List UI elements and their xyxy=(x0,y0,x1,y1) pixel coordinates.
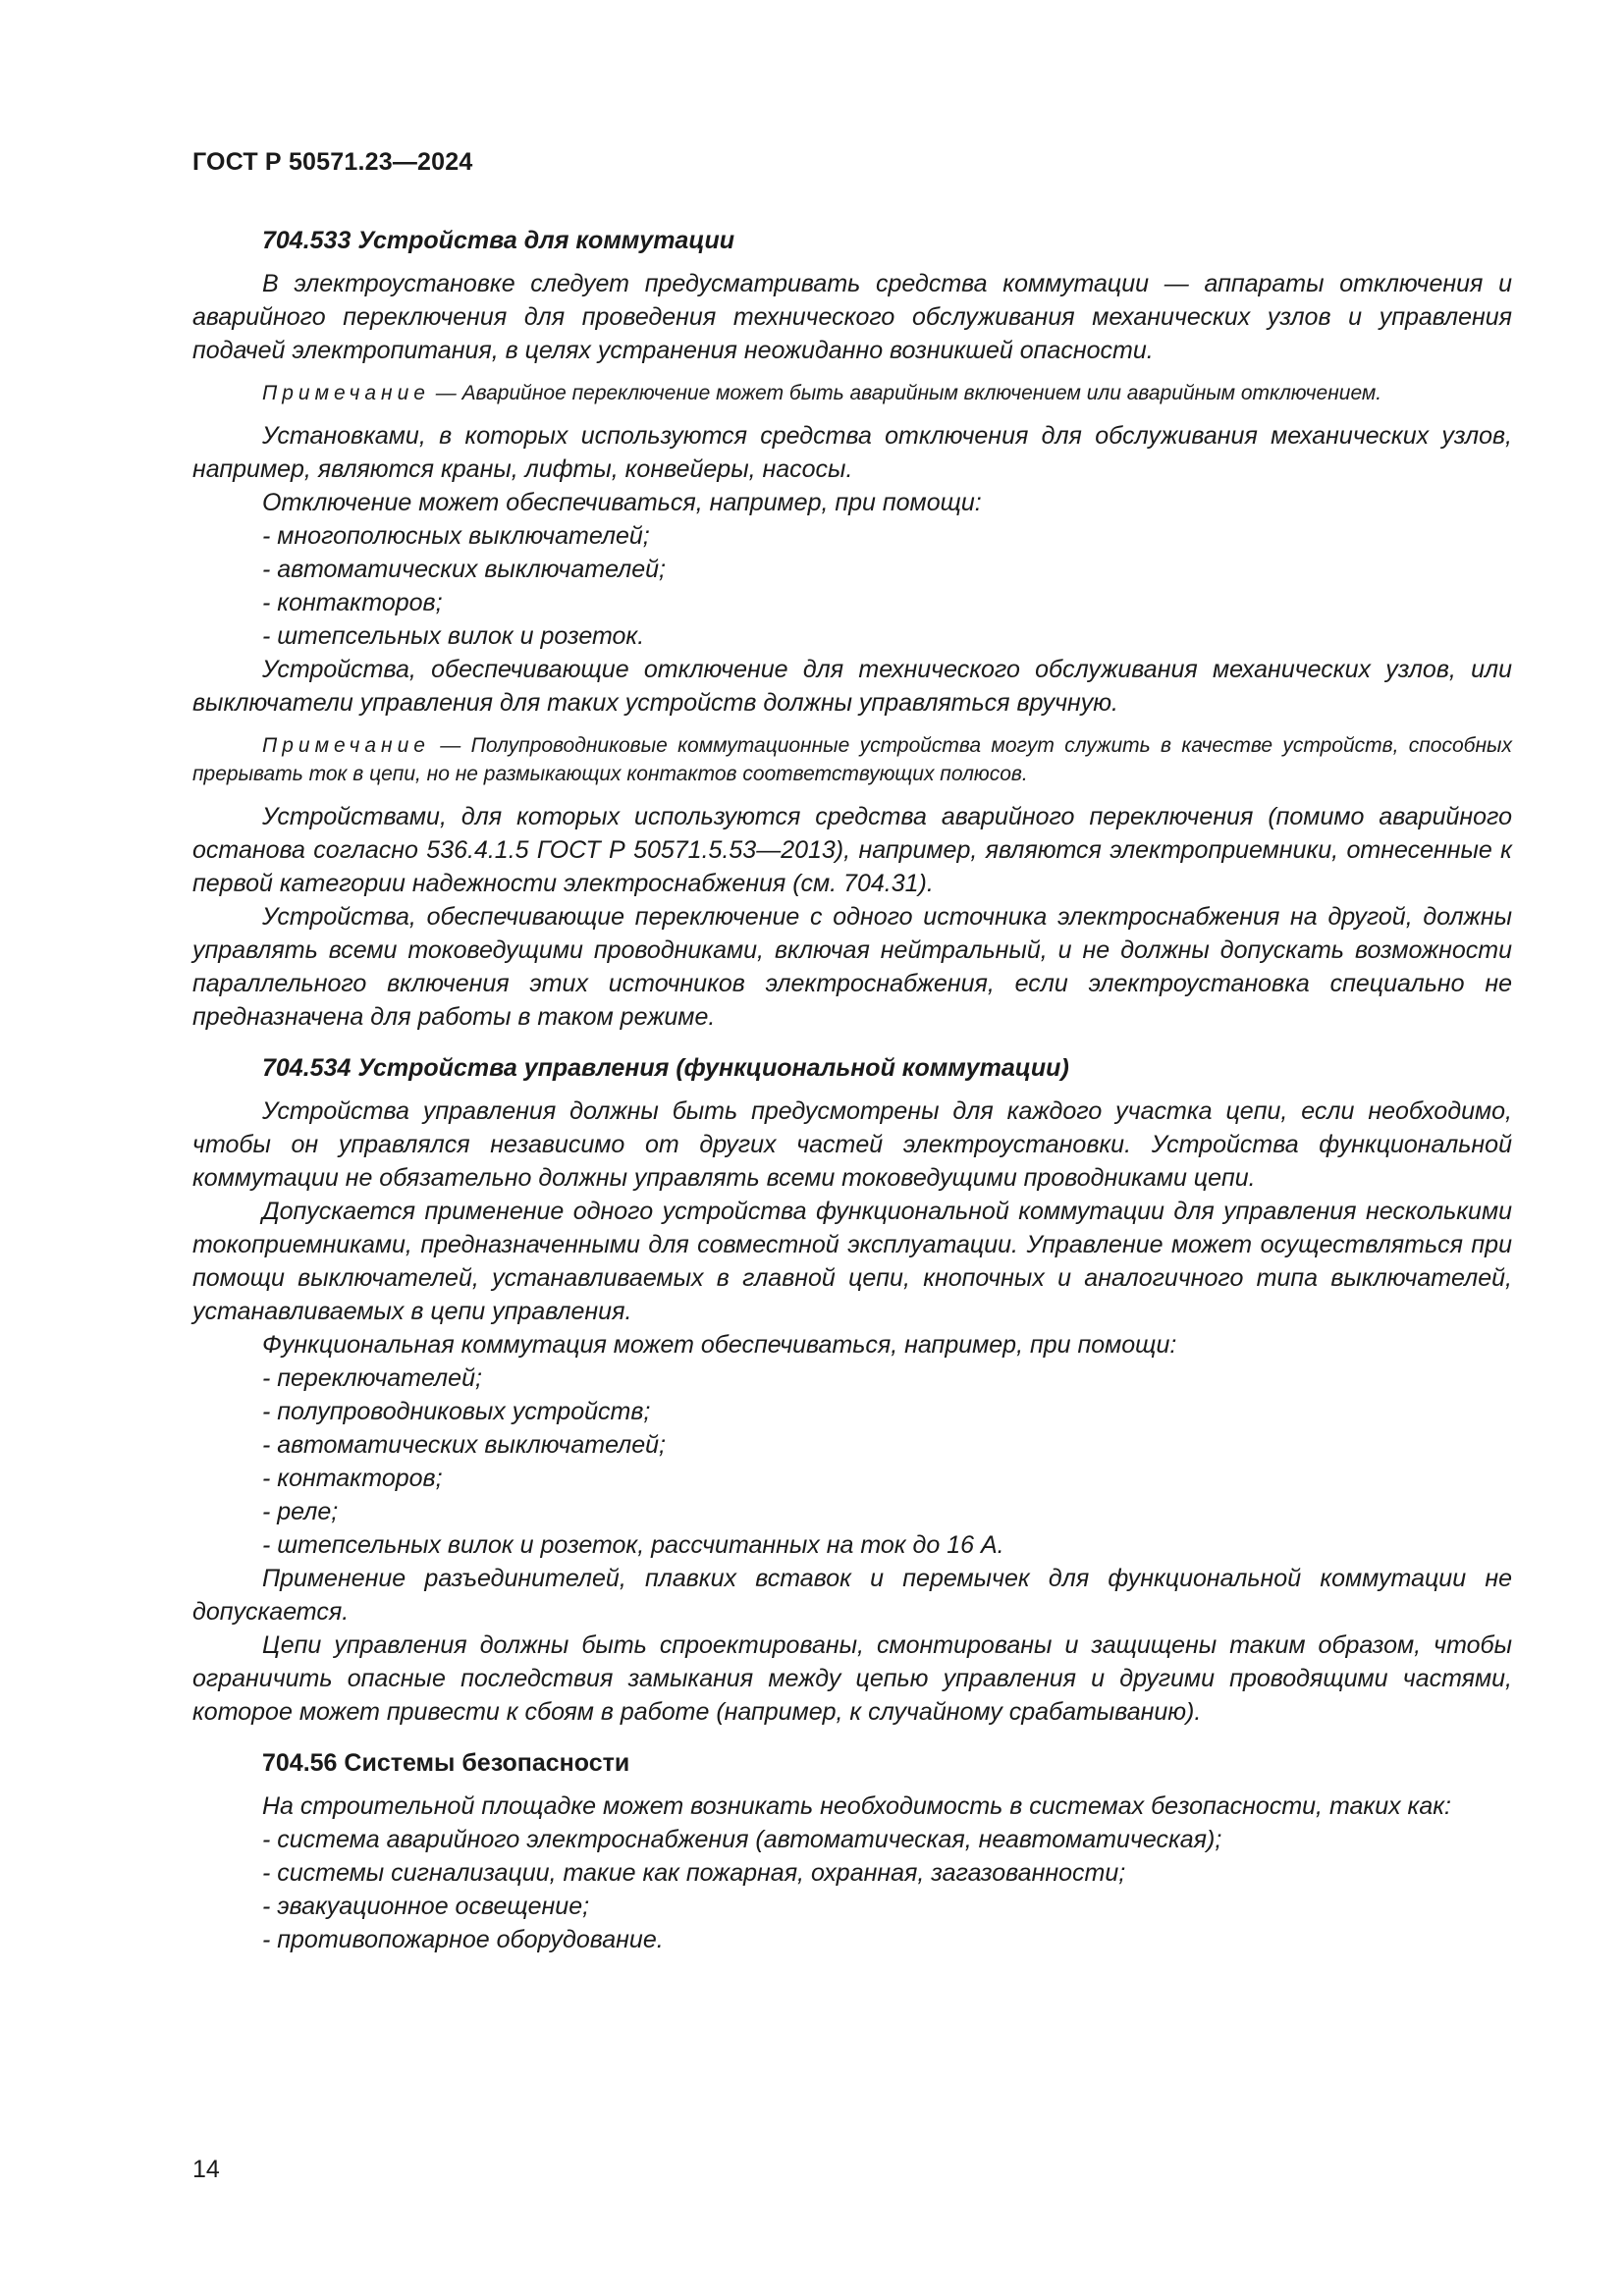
paragraph: Устройства, обеспечивающие переключение с одного источника электроснабжения на другой, должны управлять всеми токоведущими проводниками, включая нейтральный, и не должны допускать возможности параллельного включения этих источников электроснабжения, если электроустановка специально не предназначена для работы в таком режиме. xyxy=(192,903,1512,1031)
section-heading-704-56: 704.56 Системы безопасности xyxy=(262,1749,630,1777)
list-item: - контакторов; xyxy=(262,1465,443,1492)
paragraph: Применение разъединителей, плавких вставок и перемычек для функциональной коммутации не допускается. xyxy=(192,1565,1512,1626)
note xyxy=(192,379,1512,407)
note-text: — Полупроводниковые коммутационные устройства могут служить в качестве устройств, способных прерывать ток в цепи, но не размыкающих контактов соответствующих полюсов. xyxy=(192,734,1512,785)
paragraph: На строительной площадке может возникать необходимость в системах безопасности, таких как: xyxy=(262,1792,1451,1820)
note xyxy=(192,731,1512,788)
paragraph: Функциональная коммутация может обеспечиваться, например, при помощи: xyxy=(262,1331,1177,1359)
paragraph: Устройствами, для которых используются средства аварийного переключения (помимо аварийного останова согласно 536.4.1.5 ГОСТ Р 50571.5.53—2013), например, являются электроприемники, отнесенные к первой категории надежности электроснабжения (см. 704.31). xyxy=(192,803,1512,897)
list-item: - противопожарное оборудование. xyxy=(262,1926,664,1953)
paragraph: Цепи управления должны быть спроектированы, смонтированы и защищены таким образом, чтобы ограничить опасные последствия замыкания между цепью управления и другими проводящими частями, которое может привести к сбоям в работе (например, к случайному срабатыванию). xyxy=(192,1631,1512,1726)
list-item: - штепсельных вилок и розеток. xyxy=(262,622,645,650)
list-item: - контакторов; xyxy=(262,589,443,616)
paragraph: В электроустановке следует предусматривать средства коммутации — аппараты отключения и аварийного переключения для проведения технического обслуживания механических узлов и управления подачей электропитания, в целях устранения неожиданно возникшей опасности. xyxy=(192,270,1512,364)
list-item: - реле; xyxy=(262,1498,339,1525)
paragraph: Отключение может обеспечиваться, например, при помощи: xyxy=(262,489,982,516)
list-item: - переключателей; xyxy=(262,1364,482,1392)
note-label: Примечание xyxy=(262,734,430,757)
note-label: Примечание xyxy=(262,382,430,404)
list-item: - многополюсных выключателей; xyxy=(262,522,650,550)
paragraph: Устройства, обеспечивающие отключение для технического обслуживания механических узлов, или выключатели управления для таких устройств должны управляться вручную. xyxy=(192,656,1512,717)
list-item: - система аварийного электроснабжения (автоматическая, неавтоматическая); xyxy=(262,1826,1222,1853)
list-item: - полупроводниковых устройств; xyxy=(262,1398,651,1425)
note-text: — Аварийное переключение может быть аварийным включением или аварийным отключением. xyxy=(429,382,1382,404)
list-item: - системы сигнализации, такие как пожарная, охранная, загазованности; xyxy=(262,1859,1126,1887)
paragraph: Устройства управления должны быть предусмотрены для каждого участка цепи, если необходимо, чтобы он управлялся независимо от других частей электроустановки. Устройства функциональной коммутации не обязательно должны управлять всеми токоведущими проводниками цепи. xyxy=(192,1097,1512,1192)
document-body xyxy=(192,224,1512,1956)
page-number: 14 xyxy=(192,2156,220,2183)
section-heading-704-534: 704.534 Устройства управления (функциональной коммутации) xyxy=(262,1054,1069,1082)
document-header: ГОСТ Р 50571.23—2024 xyxy=(192,148,473,176)
paragraph: Допускается применение одного устройства функциональной коммутации для управления несколькими токоприемниками, предназначенными для совместной эксплуатации. Управление может осуществляться при помощи выключателей, устанавливаемых в главной цепи, кнопочных и аналогичного типа выключателей, устанавливаемых в цепи управления. xyxy=(192,1198,1512,1325)
list-item: - штепсельных вилок и розеток, рассчитанных на ток до 16 А. xyxy=(262,1531,1004,1559)
list-item: - автоматических выключателей; xyxy=(262,1431,666,1459)
section-heading-704-533: 704.533 Устройства для коммутации xyxy=(262,227,735,254)
list-item: - автоматических выключателей; xyxy=(262,556,666,583)
paragraph: Установками, в которых используются средства отключения для обслуживания механических узлов, например, являются краны, лифты, конвейеры, насосы. xyxy=(192,422,1512,483)
list-item: - эвакуационное освещение; xyxy=(262,1893,590,1920)
